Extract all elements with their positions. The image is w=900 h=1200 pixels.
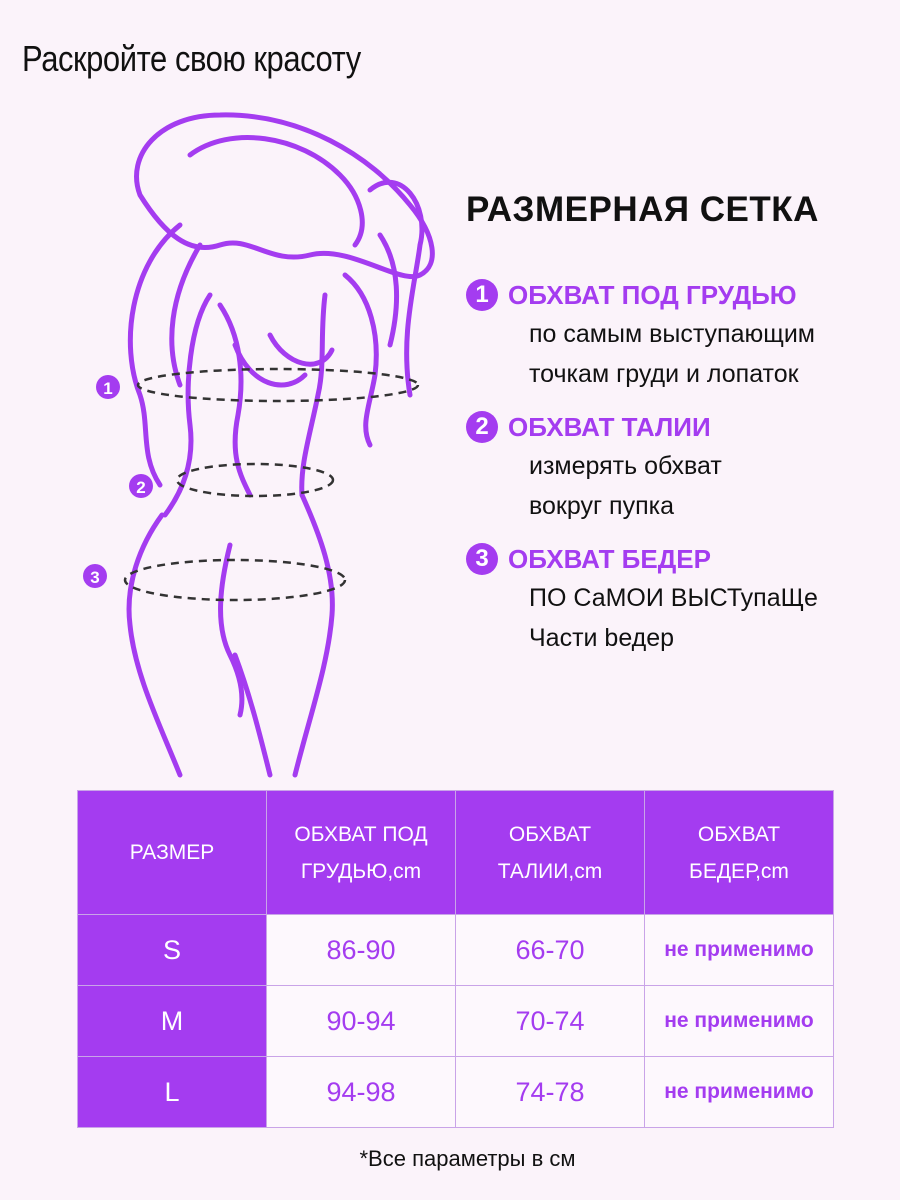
number-2-badge: 2	[466, 411, 498, 443]
bust-cell: 86-90	[267, 915, 456, 986]
measurement-description-line: ПО СаМОИ ВЫСТупаЩе	[529, 584, 818, 612]
table-row	[78, 915, 834, 986]
marker-3-label: 3	[90, 568, 100, 587]
body-silhouette-illustration	[70, 95, 470, 795]
size-guide-title: РАЗМЕРНАЯ СЕТКА	[466, 190, 819, 229]
bust-cell: 90-94	[267, 986, 456, 1057]
measurement-hips	[466, 540, 886, 658]
bust-cell: 94-98	[267, 1057, 456, 1128]
size-cell: L	[78, 1057, 267, 1128]
size-cell: M	[78, 986, 267, 1057]
marker-2-label: 2	[136, 478, 146, 497]
hips-cell: не применимо	[645, 1057, 834, 1128]
measurement-description-line: измерять обхват	[529, 452, 722, 480]
header-hips: ОБХВАТ БЕДЕР,cm	[645, 791, 834, 915]
footnote: *Все параметры в см	[359, 1146, 576, 1171]
measurement-description-line: точкам груди и лопаток	[529, 360, 799, 388]
measurement-waist	[466, 408, 886, 526]
marker-1-label: 1	[103, 379, 113, 398]
waist-cell: 70-74	[456, 986, 645, 1057]
waist-cell: 74-78	[456, 1057, 645, 1128]
measurement-bust	[466, 276, 886, 394]
measurement-description-line: по самым выступающим	[529, 320, 815, 348]
measurement-label: ОБХВАТ БЕДЕР	[508, 543, 711, 574]
hips-cell: не применимо	[645, 986, 834, 1057]
measurement-description-line: Части bедер	[529, 624, 675, 652]
header-waist: ОБХВАТ ТАЛИИ,cm	[456, 791, 645, 915]
number-3-badge: 3	[466, 543, 498, 575]
hips-cell: не применимо	[645, 915, 834, 986]
size-cell: S	[78, 915, 267, 986]
table-row	[78, 1057, 834, 1128]
measurement-label: ОБХВАТ ПОД ГРУДЬЮ	[508, 279, 797, 310]
waist-cell: 66-70	[456, 915, 645, 986]
header-bust: ОБХВАТ ПОД ГРУДЬЮ,cm	[267, 791, 456, 915]
size-table	[77, 790, 834, 1128]
measurement-label: ОБХВАТ ТАЛИИ	[508, 411, 711, 442]
measurement-description-line: вокруг пупка	[529, 492, 674, 520]
table-row	[78, 986, 834, 1057]
header-size: РАЗМЕР	[78, 791, 267, 915]
tagline: Раскройте свою красоту	[22, 38, 361, 79]
size-guide-panel	[466, 190, 886, 672]
number-1-badge: 1	[466, 279, 498, 311]
